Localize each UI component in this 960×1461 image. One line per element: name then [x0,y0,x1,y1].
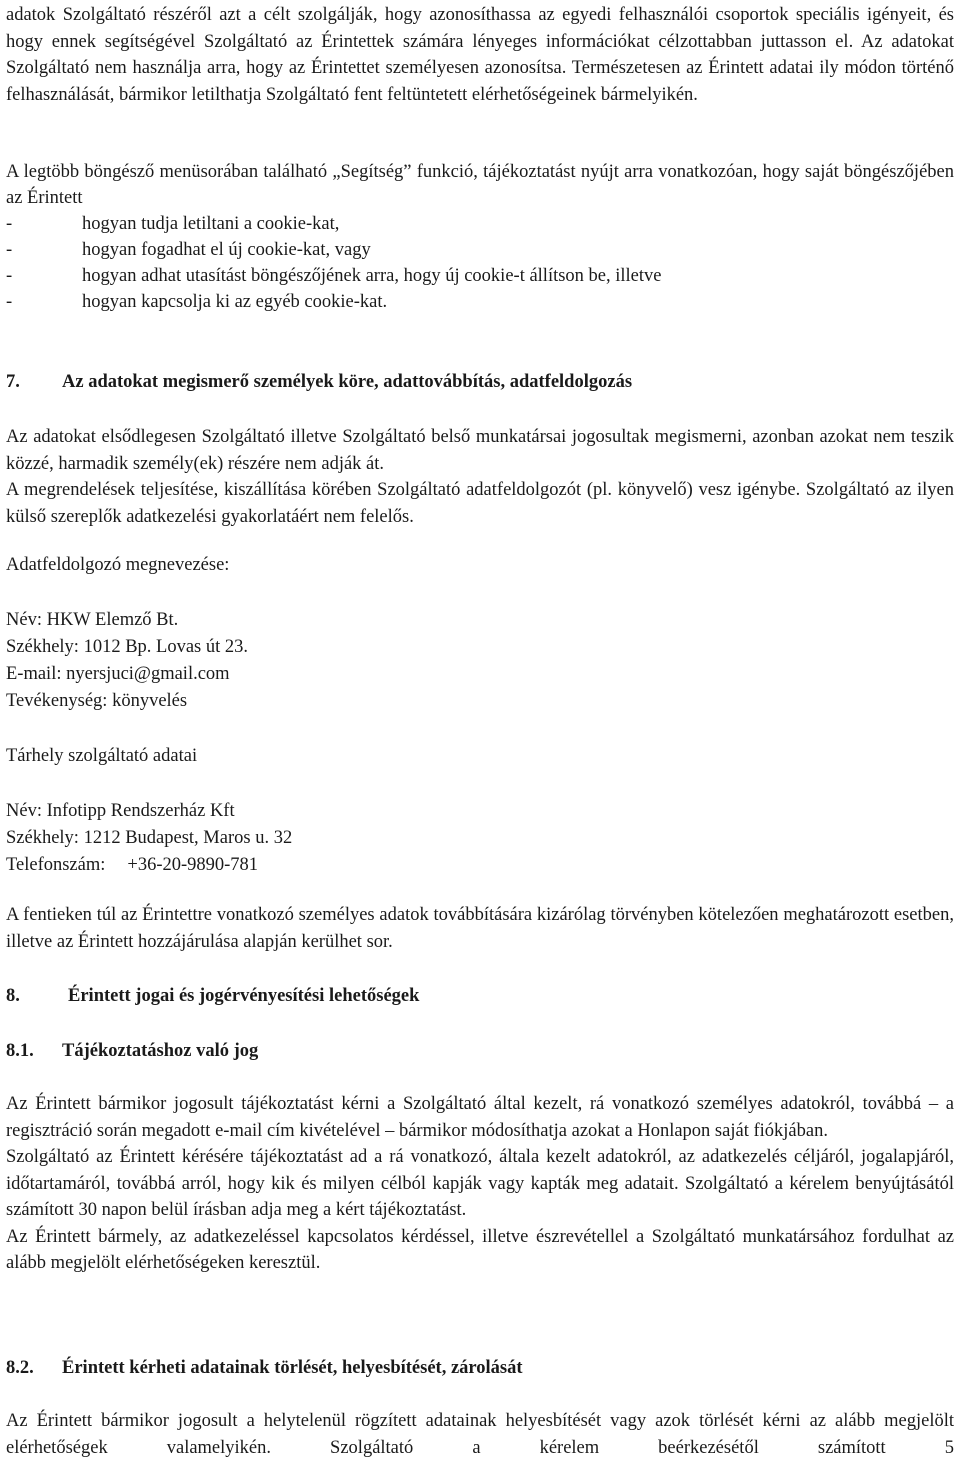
hosting-heading-block [6,743,954,770]
processor-heading-block [6,552,954,579]
hosting-phone-label: Telefonszám: [6,855,106,875]
section-7-heading [6,369,954,396]
section-title: Érintett jogai és jogérvényesítési lehetőségek [68,986,420,1006]
section-8-1-paragraph-1: Az Érintett bármikor jogosult tájékoztatást kérni a Szolgáltató által kezelt, rá vonatkozó személyes adatokról, továbbá – a regisztráció során megadott e-mail cím kivételével – bármikor módosíthatja azokat a Honlapon saját fiókjában. [6,1094,954,1141]
subsection-number: 8.2. [6,1358,34,1378]
list-dash: - [6,214,13,234]
list-item-text: hogyan adhat utasítást böngészőjének arra, hogy új cookie-t állítson be, illetve [82,266,662,286]
section-number: 7. [6,372,20,392]
processor-email: E-mail: nyersjuci@gmail.com [6,664,230,684]
section-8-2-body [6,1408,954,1461]
section-8-1-paragraph-3: Az Érintett bármely, az adatkezeléssel kapcsolatos kérdéssel, illetve észrevétellel a Szolgáltató munkatársához fordulhat az alább megjelölt elérhetőségeken keresztül. [6,1226,954,1273]
transfer-paragraph-block [6,902,954,956]
hosting-seat: Székhely: 1212 Budapest, Maros u. 32 [6,828,293,848]
section-7-paragraph-3: A fentieken túl az Érintettre vonatkozó személyes adatok továbbítására kizárólag törvényben kötelezően meghatározott esetben, illetve az Érintett hozzájárulása alapján kerülhet sor. [6,905,954,952]
processor-seat: Székhely: 1012 Bp. Lovas út 23. [6,637,249,657]
list-dash: - [6,240,13,260]
processor-activity: Tevékenység: könyvelés [6,691,188,711]
intro-paragraph-1: adatok Szolgáltató részéről azt a célt szolgálják, hogy azonosíthassa az egyedi felhasználói csoportok speciális igényeit, és hogy ennek segítségével Szolgáltató az Érintettek számára lényeges információkat célzottabban juttasson el. Az adatokat Szolgáltató nem használja arra, hogy az Érintettet személyesen azonosítsa. Természetesen az Érintett adatai ily módon történő felhasználását, bármikor letilthatja Szolgáltató fent feltüntetett elérhetőségeinek bármelyikén. [6,5,954,105]
list-item [6,263,954,289]
section-7-body [6,424,954,530]
list-item-text: hogyan tudja letiltani a cookie-kat, [82,214,340,234]
processor-heading: Adatfeldolgozó megnevezése: [6,555,230,575]
intro-paragraph-block [6,2,954,108]
section-heading [6,369,954,396]
subsection-heading [6,1038,954,1065]
section-8-1-heading [6,1038,954,1065]
list-item [6,211,954,237]
section-7-paragraph-1: Az adatokat elsődlegesen Szolgáltató illetve Szolgáltató belső munkatársai jogosultak megismerni, azonban azokat nem teszik közzé, harmadik személy(ek) részére nem adják át. [6,427,954,474]
section-number: 8. [6,986,20,1006]
section-8-heading [6,983,954,1010]
section-8-1-paragraph-2: Szolgáltató az Érintett kérésére tájékoztatást ad a rá vonatkozó, általa kezelt adatokról, az adatkezelés céljáról, jogalapjáról, időtartamáról, továbbá arról, hogy kik és milyen célból kapják vagy kapták meg adatait. Szolgáltató a kérelem benyújtásától számított 30 napon belül írásban adja meg a kért tájékoztatást. [6,1147,954,1220]
processor-name: Név: HKW Elemző Bt. [6,610,179,630]
subsection-title: Érintett kérheti adatainak törlését, helyesbítését, zárolását [62,1358,523,1378]
hosting-details [6,798,954,879]
list-item-text: hogyan kapcsolja ki az egyéb cookie-kat. [82,292,388,312]
subsection-number: 8.1. [6,1041,34,1061]
cookie-options-list [6,211,954,315]
list-dash: - [6,292,13,312]
processor-details [6,607,954,715]
section-8-1-body [6,1091,954,1277]
subsection-heading [6,1355,954,1382]
list-dash: - [6,266,13,286]
hosting-phone-line [6,852,954,879]
list-item-text: hogyan fogadhat el új cookie-kat, vagy [82,240,371,260]
hosting-phone: +36-20-9890-781 [127,855,259,875]
section-7-paragraph-2: A megrendelések teljesítése, kiszállítása körében Szolgáltató adatfeldolgozót (pl. könyvelő) vesz igénybe. Szolgáltató az ilyen külső szereplők adatkezelési gyakorlatáért nem felelős. [6,480,954,527]
intro-paragraph-2: A legtöbb böngésző menüsorában található „Segítség” funkció, tájékoztatást nyújt arra vonatkozóan, hogy saját böngészőjében az Érintett [6,162,954,208]
hosting-heading: Tárhely szolgáltató adatai [6,746,198,766]
browser-help-block [6,159,954,315]
section-8-2-paragraph-1: Az Érintett bármikor jogosult a helytelenül rögzített adatainak helyesbítését vagy azok törlését kérni az alább megjelölt elérhetőségek valamelyikén. Szolgáltató a kérelem beérkezésétől számított 5 [6,1411,954,1458]
section-title: Az adatokat megismerő személyek köre, adattovábbítás, adatfeldolgozás [62,372,633,392]
section-8-2-heading [6,1355,954,1382]
subsection-title: Tájékoztatáshoz való jog [62,1041,259,1061]
hosting-name: Név: Infotipp Rendszerház Kft [6,801,235,821]
list-item [6,237,954,263]
list-item [6,289,954,315]
section-heading [6,983,954,1010]
